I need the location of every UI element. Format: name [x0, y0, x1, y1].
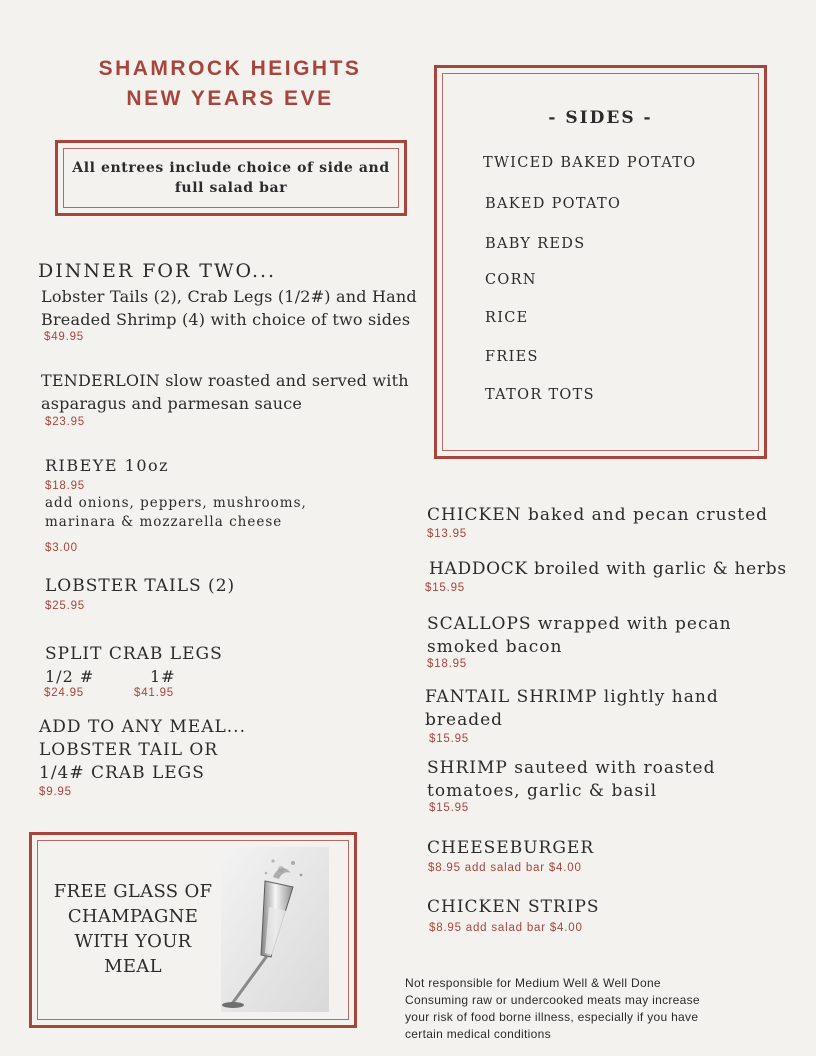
tenderloin-line-2: asparagus and parmesan sauce	[41, 394, 303, 413]
side-item: RICE	[485, 310, 529, 326]
fantail-line-1: FANTAIL SHRIMP lightly hand	[425, 687, 719, 707]
crab-legs-full-size: 1#	[150, 667, 176, 686]
ribeye-addon-price: $3.00	[45, 542, 78, 554]
fantail-line-2: breaded	[425, 710, 504, 730]
add-to-meal-line-1: ADD TO ANY MEAL...	[39, 717, 246, 737]
dinner-for-two-heading: DINNER FOR TWO...	[38, 260, 277, 282]
promo-line-3: WITH YOUR	[74, 931, 192, 952]
ribeye-addon-line-1: add onions, peppers, mushrooms,	[45, 495, 307, 511]
promo-line-1: FREE GLASS OF	[53, 881, 213, 902]
page-title	[60, 54, 400, 114]
notice-box	[55, 140, 407, 216]
cheeseburger-name: CHEESEBURGER	[427, 838, 595, 858]
promo-line-4: MEAL	[104, 956, 162, 977]
promo-line-2: CHAMPAGNE	[67, 906, 199, 927]
promo-text	[40, 879, 226, 979]
add-to-meal-line-2: LOBSTER TAIL OR	[39, 740, 219, 760]
dinner-for-two-line-2: Breaded Shrimp (4) with choice of two sides	[41, 310, 411, 329]
title-line-1: SHAMROCK HEIGHTS	[98, 57, 362, 80]
cheeseburger-price: $8.95 add salad bar $4.00	[428, 862, 582, 874]
haddock-price: $15.95	[425, 582, 465, 594]
side-item: FRIES	[485, 349, 539, 365]
shrimp-line-2: tomatoes, garlic & basil	[427, 781, 658, 801]
scallops-line-2: smoked bacon	[427, 637, 563, 657]
scallops-line-1: SCALLOPS wrapped with pecan	[427, 614, 732, 634]
add-to-meal-price: $9.95	[39, 786, 72, 798]
disclaimer-line-1: Not responsible for Medium Well & Well Done	[405, 976, 661, 990]
fantail-price: $15.95	[429, 733, 469, 745]
crab-legs-name: SPLIT CRAB LEGS	[45, 644, 223, 664]
chicken-strips-price: $8.95 add salad bar $4.00	[429, 922, 583, 934]
disclaimer-line-4: certain medical conditions	[405, 1027, 551, 1041]
side-item: BAKED POTATO	[485, 196, 622, 212]
shrimp-price: $15.95	[429, 802, 469, 814]
chicken-price: $13.95	[427, 528, 467, 540]
disclaimer-line-2: Consuming raw or undercooked meats may increase	[405, 993, 700, 1007]
dinner-for-two-price: $49.95	[44, 331, 84, 343]
notice-text: All entrees include choice of side and full salad bar	[72, 160, 390, 196]
sides-title: - SIDES -	[548, 108, 653, 128]
title-line-2: NEW YEARS EVE	[126, 87, 334, 110]
dinner-for-two-line-1: Lobster Tails (2), Crab Legs (1/2#) and Hand	[41, 287, 417, 306]
champagne-glass-icon	[221, 847, 329, 1012]
scallops-price: $18.95	[427, 658, 467, 670]
crab-legs-full-price: $41.95	[134, 687, 174, 699]
tenderloin-line-1: TENDERLOIN slow roasted and served with	[41, 371, 409, 390]
shrimp-line-1: SHRIMP sauteed with roasted	[427, 758, 716, 778]
crab-legs-half-size: 1/2 #	[45, 667, 95, 686]
side-item: CORN	[485, 272, 537, 288]
ribeye-price: $18.95	[45, 480, 85, 492]
tenderloin-price: $23.95	[45, 416, 85, 428]
crab-legs-half-price: $24.95	[44, 687, 84, 699]
ribeye-addon-line-2: marinara & mozzarella cheese	[45, 514, 283, 530]
add-to-meal-line-3: 1/4# CRAB LEGS	[39, 763, 205, 783]
ribeye-name: RIBEYE 10oz	[45, 456, 170, 475]
disclaimer-line-3: your risk of food borne illness, especially if you have	[405, 1010, 699, 1024]
side-item: TATOR TOTS	[485, 387, 595, 403]
chicken-line-1: CHICKEN baked and pecan crusted	[427, 505, 769, 525]
chicken-strips-name: CHICKEN STRIPS	[427, 897, 600, 917]
disclaimer	[405, 975, 700, 1043]
lobster-tails-price: $25.95	[45, 600, 85, 612]
side-item: TWICED BAKED POTATO	[483, 155, 697, 171]
lobster-tails-name: LOBSTER TAILS (2)	[45, 576, 236, 596]
haddock-line-1: HADDOCK broiled with garlic & herbs	[429, 559, 787, 579]
side-item: BABY REDS	[485, 236, 586, 252]
